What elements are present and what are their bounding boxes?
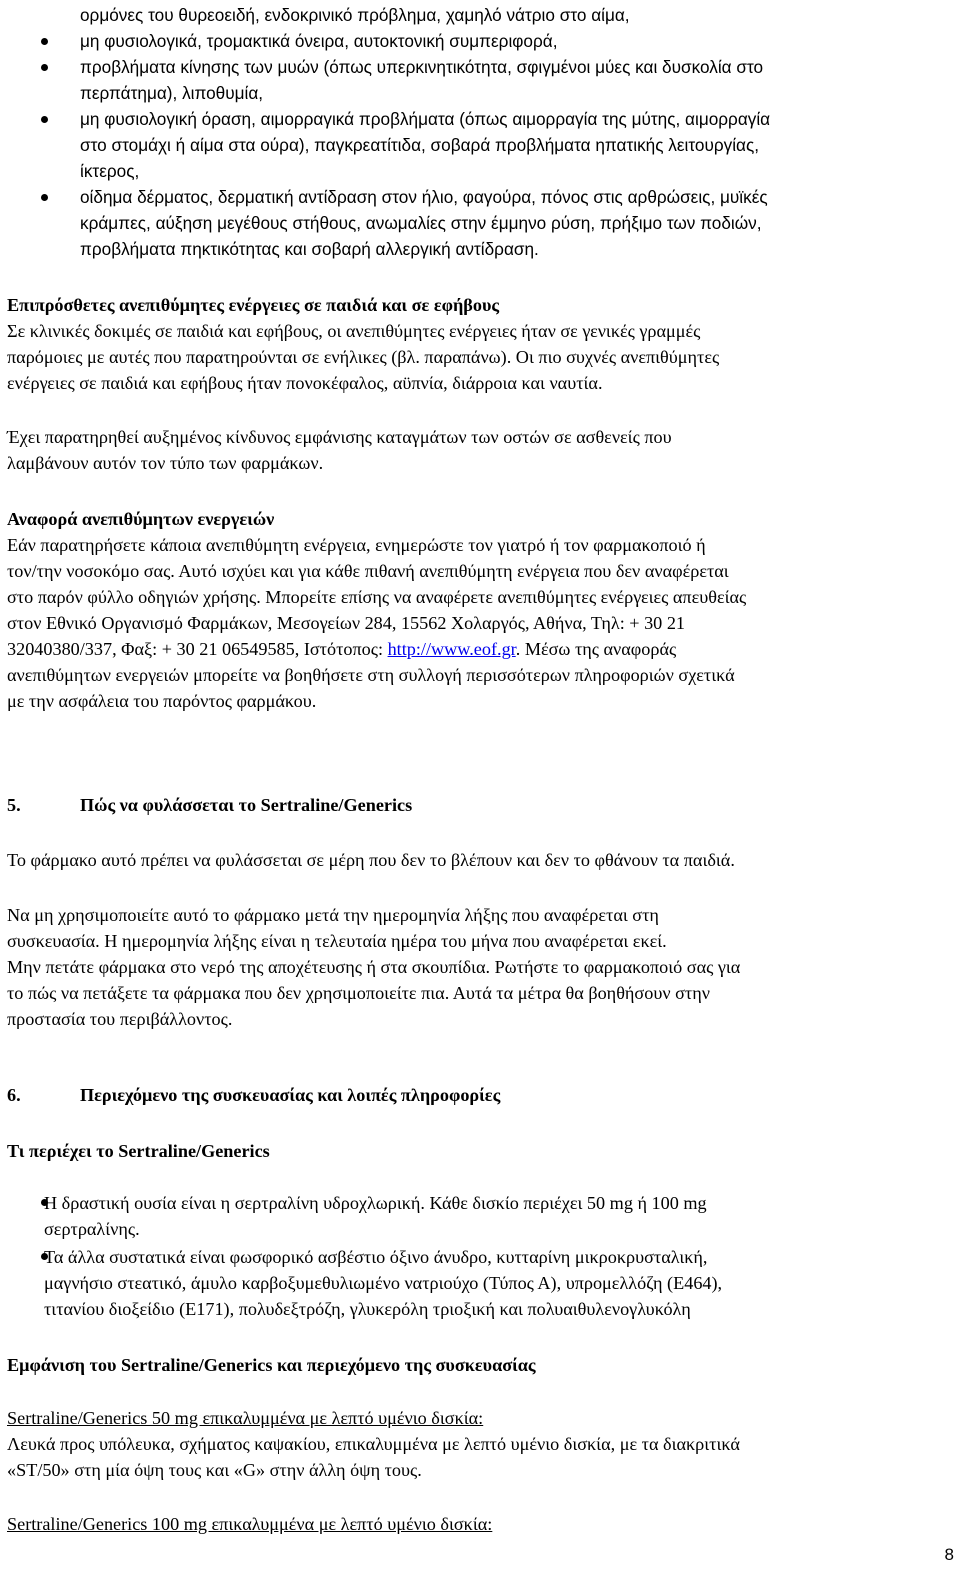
side-effect-line: στο στομάχι ή αίμα στα ούρα), παγκρεατίτιδα, σοβαρά προβλήματα ηπατικής λειτουργίας, <box>80 135 760 155</box>
appearance-subheading: Εμφάνιση του Sertraline/Generics και περιεχόμενο της συσκευασίας <box>7 1355 536 1375</box>
tablet-50-label: Sertraline/Generics 50 mg επικαλυμμένα με λεπτό υμένιο δισκία: <box>7 1408 484 1428</box>
section-5-line: συσκευασία. Η ημερομηνία λήξης είναι η τελευταία ημέρα του μήνα που αναφέρεται εκεί. <box>7 931 667 951</box>
reporting-line-link <box>7 636 676 662</box>
page-number: 8 <box>944 1545 954 1564</box>
reporting-line-post: . Μέσω της αναφοράς <box>515 639 677 659</box>
reporting-line: με την ασφάλεια του παρόντος φαρμάκου. <box>7 691 317 711</box>
children-heading: Επιπρόσθετες ανεπιθύμητες ενέργειες σε παιδιά και σε εφήβους <box>7 295 500 315</box>
bullet-dot <box>41 38 48 45</box>
fracture-line: λαμβάνουν αυτόν τον τύπο των φαρμάκων. <box>7 453 324 473</box>
bullet-dot <box>41 116 48 123</box>
bullet-dot <box>41 64 48 71</box>
side-effect-line: κράμπες, αύξηση μεγέθους στήθους, ανωμαλίες στην έμμηνο ρύση, πρήξιμο των ποδιών, <box>80 213 762 233</box>
children-line: Σε κλινικές δοκιμές σε παιδιά και εφήβους, οι ανεπιθύμητες ενέργειες ήταν σε γενικές γραμμές <box>7 321 701 341</box>
side-effect-line: ορμόνες του θυρεοειδή, ενδοκρινικό πρόβλημα, χαμηλό νάτριο στο αίμα, <box>80 5 630 25</box>
reporting-line: τον/την νοσοκόμο σας. Αυτό ισχύει και για κάθε πιθανή ανεπιθύμητη ενέργεια που δεν αναφέρεται <box>7 561 729 581</box>
tablet-100-label: Sertraline/Generics 100 mg επικαλυμμένα με λεπτό υμένιο δισκία: <box>7 1514 493 1534</box>
bullet-dot <box>41 194 48 201</box>
eof-website-link[interactable]: http://www.eof.gr <box>387 639 516 659</box>
ingredient-line: μαγνήσιο στεατικό, άμυλο καρβοξυμεθυλιωμένο νατριούχο (Τύπος Α), υπρομελλόζη (Ε464), <box>44 1273 723 1293</box>
reporting-line: στο παρόν φύλλο οδηγιών χρήσης. Μπορείτε επίσης να αναφέρετε ανεπιθύμητες ενέργειες απευθείας <box>7 587 747 607</box>
reporting-line: Εάν παρατηρήσετε κάποια ανεπιθύμητη ενέργεια, ενημερώστε τον γιατρό ή τον φαρμακοποιό ή <box>7 535 706 555</box>
side-effect-line: ίκτερος, <box>80 161 140 181</box>
side-effect-line: προβλήματα κίνησης των μυών (όπως υπερκινητικότητα, σφιγμένοι μύες και δυσκολία στο <box>80 57 764 77</box>
side-effect-line: μη φυσιολογικά, τρομακτικά όνειρα, αυτοκτονική συμπεριφορά, <box>80 31 558 51</box>
section-6-number: 6. <box>7 1085 21 1105</box>
side-effect-line: μη φυσιολογική όραση, αιμορραγικά προβλήματα (όπως αιμορραγία της μύτης, αιμορραγία <box>80 109 771 129</box>
ingredient-line: τιτανίου διοξείδιο (Ε171), πολυδεξτρόζη, γλυκερόλη τριοξική και πολυαιθυλενογλυκόλη <box>44 1299 691 1319</box>
fracture-line: Έχει παρατηρηθεί αυξημένος κίνδυνος εμφάνισης καταγμάτων των οστών σε ασθενείς που <box>7 427 672 447</box>
section-5-title: Πώς να φυλάσσεται το Sertraline/Generics <box>80 795 413 815</box>
ingredient-line: Τα άλλα συστατικά είναι φωσφορικό ασβέστιο όξινο άνυδρο, κυτταρίνη μικροκρυσταλική, <box>44 1247 708 1267</box>
contents-subheading: Τι περιέχει το Sertraline/Generics <box>7 1141 270 1161</box>
tablet-50-line: «ST/50» στη μία όψη τους και «G» στην άλλη όψη τους. <box>7 1460 422 1480</box>
section-5-line: το πώς να πετάξετε τα φάρμακα που δεν χρησιμοποιείτε πια. Αυτά τα μέτρα θα βοηθήσουν στην <box>7 983 710 1003</box>
reporting-line-pre: 32040380/337, Φαξ: + 30 21 06549585, Ιστότοπος: <box>7 639 388 659</box>
reporting-line: στον Εθνικό Οργανισμό Φαρμάκων, Μεσογείων 284, 15562 Χολαργός, Αθήνα, Τηλ: + 30 21 <box>7 613 686 633</box>
side-effect-line: οίδημα δέρματος, δερματική αντίδραση στον ήλιο, φαγούρα, πόνος στις αρθρώσεις, μυϊκές <box>80 187 768 207</box>
section-5-paragraph: Το φάρμακο αυτό πρέπει να φυλάσσεται σε μέρη που δεν το βλέπουν και δεν το φθάνουν τα παιδιά. <box>7 850 735 870</box>
reporting-line: ανεπιθύμητων ενεργειών μπορείτε να βοηθήσετε στη συλλογή περισσότερων πληροφοριών σχετικά <box>7 665 735 685</box>
section-5-line: Να μη χρησιμοποιείτε αυτό το φάρμακο μετά την ημερομηνία λήξης που αναφέρεται στη <box>7 905 659 925</box>
side-effect-line: προβλήματα πηκτικότητας και σοβαρή αλλεργική αντίδραση. <box>80 239 539 259</box>
tablet-50-line: Λευκά προς υπόλευκα, σχήματος καψακίου, επικαλυμμένα με λεπτό υμένιο δισκία, με τα διακριτικά <box>7 1434 740 1454</box>
section-5-number: 5. <box>7 795 21 815</box>
children-line: ενέργειες σε παιδιά και εφήβους ήταν πονοκέφαλος, αϋπνία, διάρροια και ναυτία. <box>7 373 603 393</box>
reporting-heading: Αναφορά ανεπιθύμητων ενεργειών <box>7 509 275 529</box>
section-6-title: Περιεχόμενο της συσκευασίας και λοιπές πληροφορίες <box>80 1085 501 1105</box>
children-line: παρόμοιες με αυτές που παρατηρούνται σε ενήλικες (βλ. παραπάνω). Οι πιο συχνές ανεπιθύμητες <box>7 347 720 367</box>
side-effect-line: περπάτημα), λιποθυμία, <box>80 83 264 103</box>
section-5-line: προστασία του περιβάλλοντος. <box>7 1009 233 1029</box>
ingredient-line: Η δραστική ουσία είναι η σερτραλίνη υδροχλωρική. Κάθε δισκίο περιέχει 50 mg ή 100 mg <box>44 1193 707 1213</box>
ingredient-line: σερτραλίνης. <box>44 1219 140 1239</box>
section-5-line: Μην πετάτε φάρμακα στο νερό της αποχέτευσης ή στα σκουπίδια. Ρωτήστε το φαρμακοποιό σας για <box>7 957 741 977</box>
